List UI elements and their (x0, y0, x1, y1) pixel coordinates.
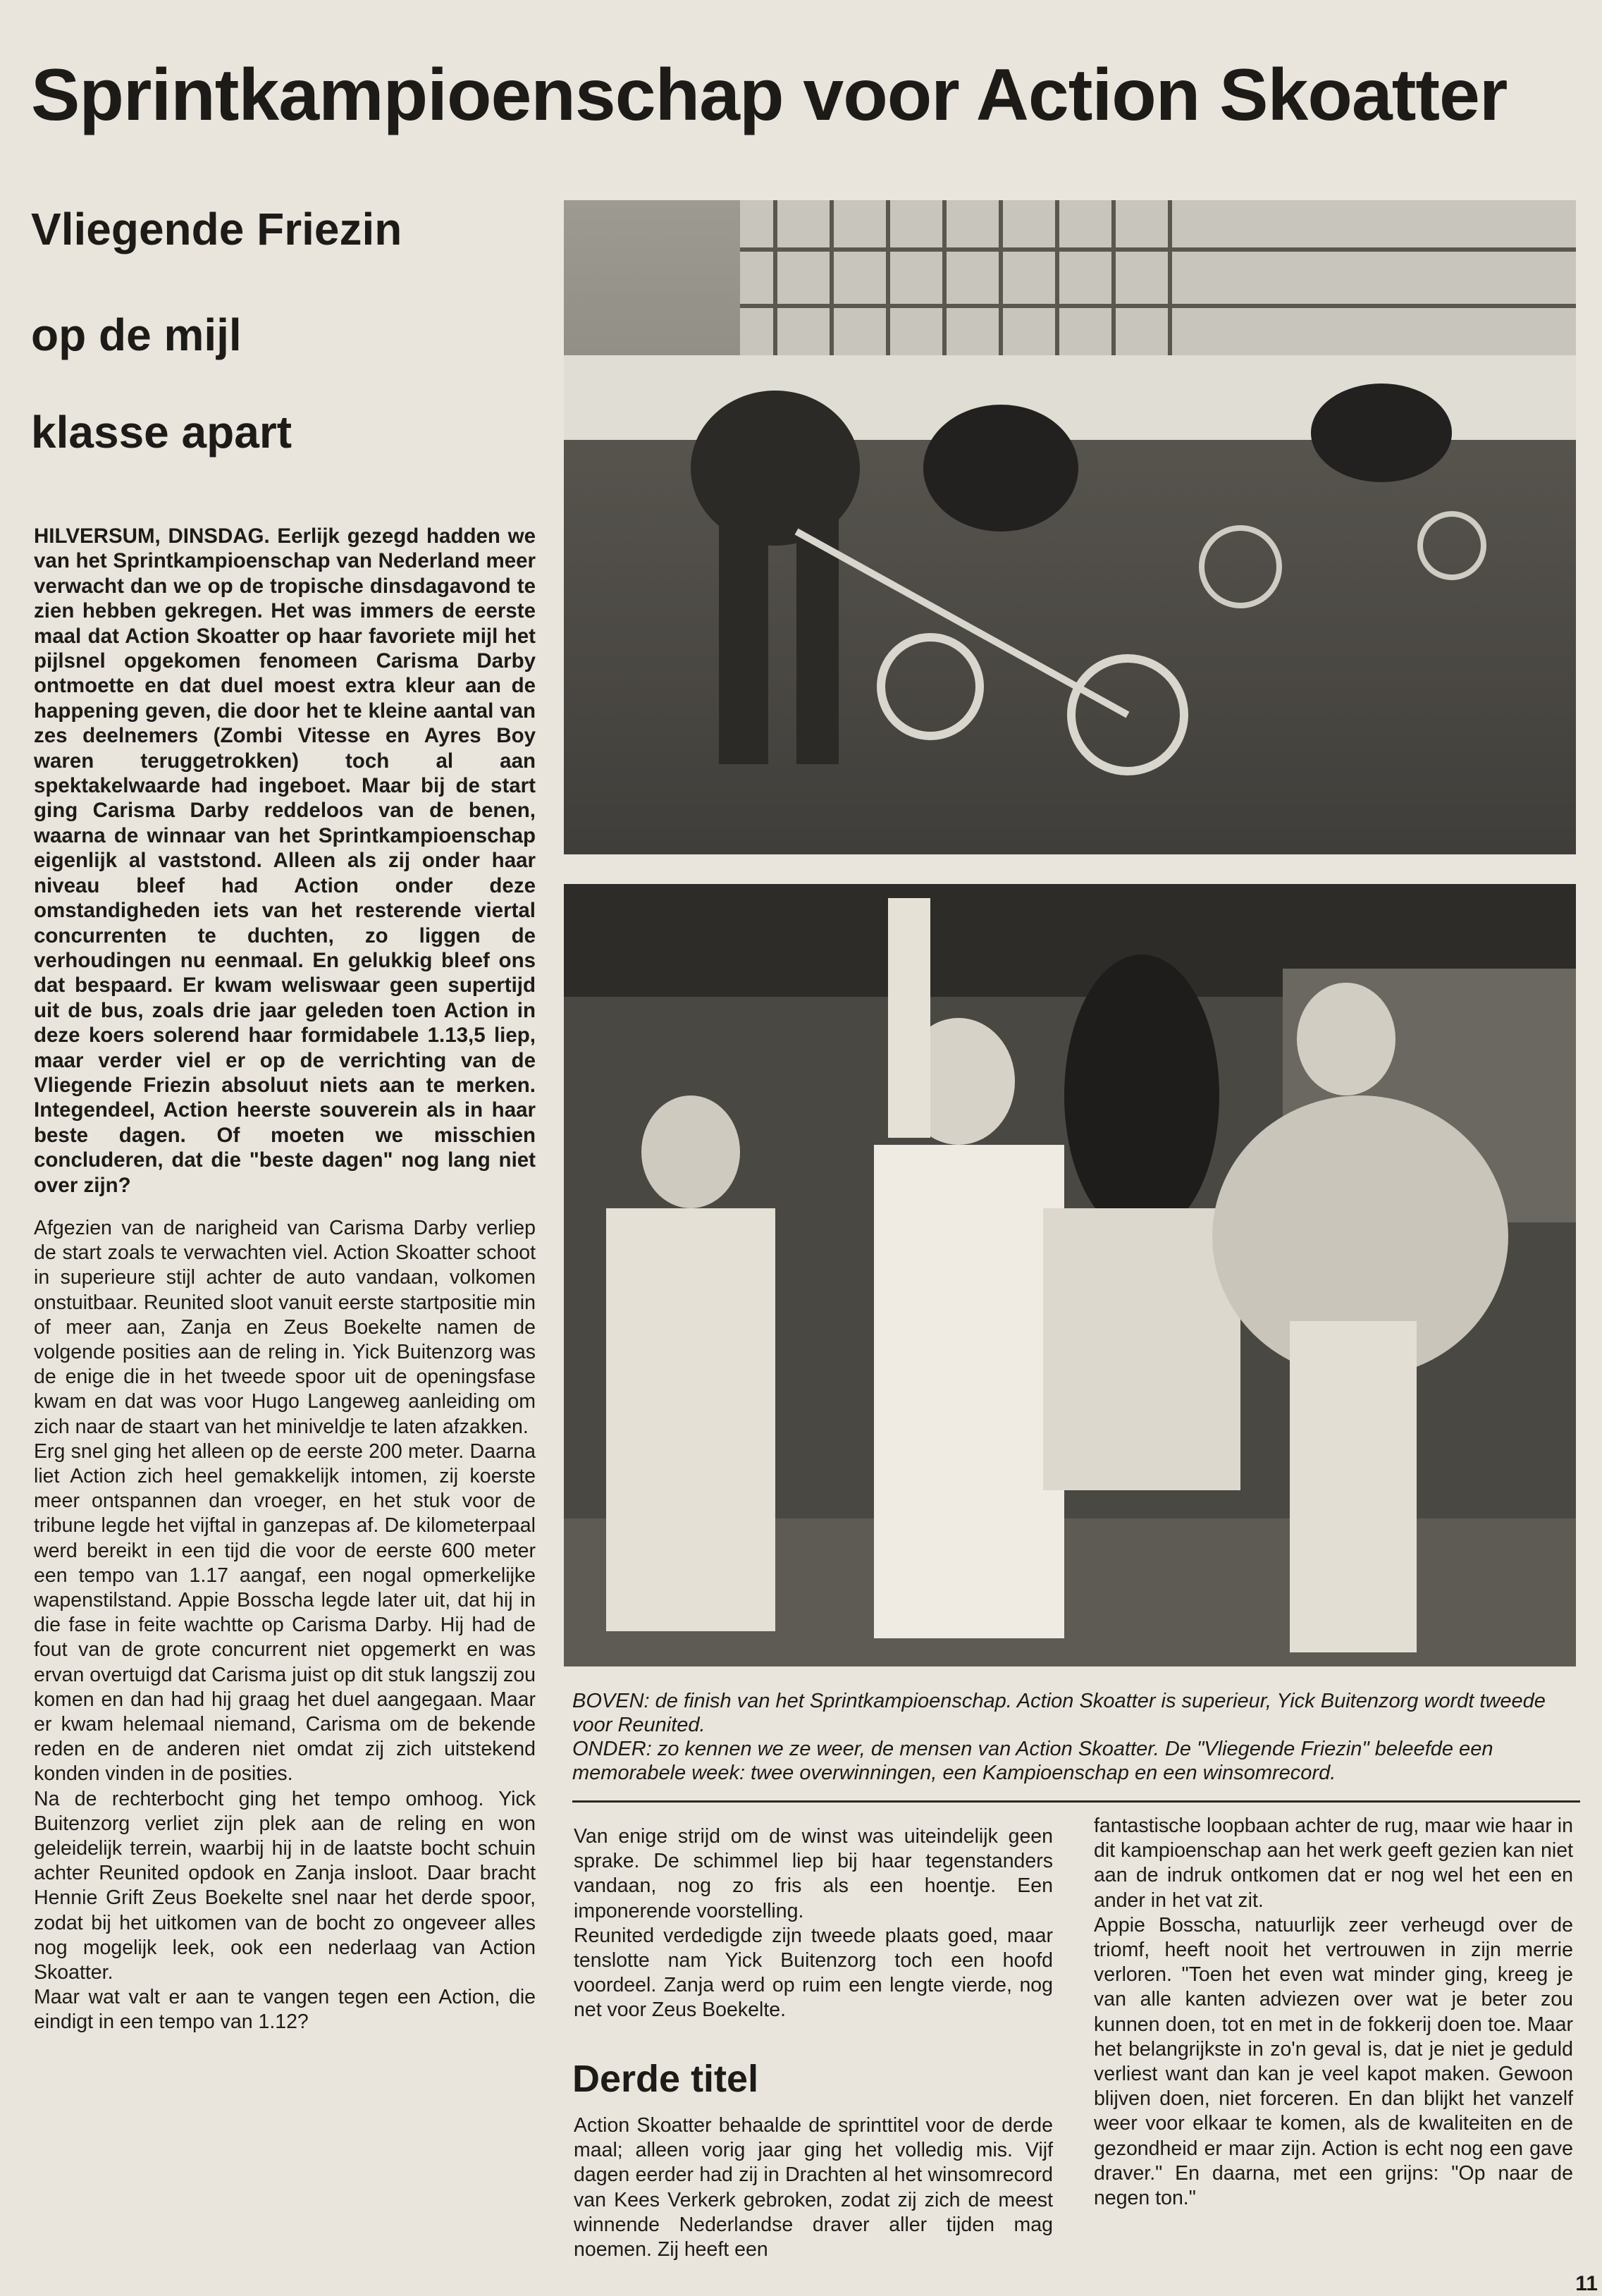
caption-top: BOVEN: de finish van het Sprintkampioenschap. Action Skoatter is superieur, Yick Buitenzorg wordt tweede voor Reunited. (572, 1690, 1546, 1736)
lead-paragraph: HILVERSUM, DINSDAG. Eerlijk gezegd hadden we van het Sprintkampioenschap van Nederland meer verwacht dan we op de tropische dinsdagavond te zien hebben gekregen. Het was immers de eerste maal dat Action Skoatter op haar favoriete mijl het pijlsnel opgekomen fenomeen Carisma Darby ontmoette en dat duel moest extra kleur aan de happening geven, die door het te kleine aantal van zes deelnemers (Zombi Vitesse en Ayres Boy waren teruggetrokken) toch al aan spektakelwaarde had ingeboet. Maar bij de start ging Carisma Darby reddeloos van de benen, waarna de winnaar van het Sprintkampioenschap eigenlijk al vaststond. Alleen als zij onder haar niveau bleef had Action onder deze omstandigheden iets van het resterende viertal concurrenten te duchten, zo liggen de verhoudingen nu eenmaal. En gelukkig bleef ons dat bespaard. Er kwam weliswaar geen supertijd uit de bus, zoals drie jaar geleden toen Action in deze koers solerend haar formidabele 1.13,5 liep, maar verder viel er op de verrichting van de Vliegende Friezin absoluut niets aan te merken. Integendeel, Action heerste souverein als in haar beste dagen. Of moeten we misschien concluderen, dat die "beste dagen" nog lang niet over zijn? (34, 524, 536, 1197)
body-paragraph: Appie Bosscha, natuurlijk zeer verheugd over de triomf, heeft nooit het vertrouwen in zijn merrie verloren. "Toen het even wat minder ging, kreeg je van alle kanten adviezen over wat je beter zou kunnen doen, tot en met in de fokkerij doen toe. Maar het belangrijkste in zo'n geval is, dat je niet je geduld verliest want dan kan je veel kapot maken. Gewoon blijven doen, niet forceren. En dan blijkt het vanzelf weer voor elkaar te komen, als de kwaliteiten en de gezondheid er maar zijn. Action is echt nog een gave draver." En daarna, met een grijns: "Op naar de negen ton." (1094, 1913, 1573, 2210)
body-paragraph: Van enige strijd om de winst was uiteindelijk geen sprake. De schimmel liep bij haar tegenstanders vandaan, nog zo fris als een hoentje. Een imponerende voorstelling. (574, 1825, 1053, 1922)
photo-caption (572, 1689, 1573, 1785)
middle-column (574, 1824, 1053, 2023)
headline: Sprintkampioenschap voor Action Skoatter (31, 54, 1508, 136)
bottom-photo (564, 884, 1576, 1666)
middle-column-continued (574, 2113, 1053, 2262)
body-paragraph: Reunited verdedigde zijn tweede plaats goed, maar tenslotte nam Yick Buitenzorg toch een hoofd voordeel. Zanja werd op ruim een lengte vierde, nog net voor Zeus Boekelte. (574, 1924, 1053, 2022)
top-photo (564, 200, 1576, 854)
body-paragraph: Afgezien van de narigheid van Carisma Darby verliep de start zoals te verwachten viel. Action Skoatter schoot in superieure stijl achter de auto vandaan, volkomen onstuitbaar. Reunited sloot vanuit eerste startpositie min of meer aan, Zanja en Zeus Boekelte namen de volgende posities aan de reling in. Yick Buitenzorg was de enige die in het tweede spoor uit de openingsfase kwam en dat was voor Hugo Langeweg aanleiding om zich naar de staart van het miniveldje te laten afzakken. (34, 1216, 536, 1438)
section-heading: Derde titel (572, 2058, 759, 2100)
subheadline-line-2: op de mijl (31, 309, 242, 360)
divider (572, 1800, 1580, 1803)
right-column (1094, 1814, 1573, 2211)
body-paragraph: Action Skoatter behaalde de sprinttitel voor de derde maal; alleen vorig jaar ging het volledig mis. Vijf dagen eerder had zij in Drachten al het winsomrecord van Kees Verkerk gebroken, zodat zij zich de meest winnende Nederlandse draver aller tijden mag noemen. Zij heeft een (574, 2114, 1053, 2261)
left-column (34, 524, 536, 2035)
page-number: 11 (1575, 2272, 1598, 2295)
body-paragraph: Erg snel ging het alleen op de eerste 200 meter. Daarna liet Action zich heel gemakkelijk intomen, zij koerste meer ontspannen dan vroeger, en het stuk voor de tribune legde het vijftal in ganzepas af. De kilometerpaal werd bereikt in een tijd die voor de eerste 600 meter een tempo van 1.17 aangaf, een nogal opmerkelijke wapenstilstand. Appie Bosscha legde later uit, dat hij in die fase in feite wachtte op Carisma Darby. Hij had de fout van de grote concurrent niet opgemerkt en was ervan overtuigd dat Carisma juist op dit stuk langszij zou komen en dan had hij graag het duel aangegaan. Maar er kwam helemaal niemand, Carisma om de bekende reden en de anderen niet omdat zij zich uitstekend konden vinden in de posities. (34, 1439, 536, 1786)
body-paragraph: fantastische loopbaan achter de rug, maar wie haar in dit kampioenschap aan het werk geeft gezien kan niet aan de indruk ontkomen dat er nog wel het een en ander in het vat zit. (1094, 1815, 1573, 1912)
caption-bottom: ONDER: zo kennen we ze weer, de mensen van Action Skoatter. De "Vliegende Friezin" beleefde een memorabele week: twee overwinningen, een Kampioenschap en een winsomrecord. (572, 1738, 1493, 1784)
subheadline-line-1: Vliegende Friezin (31, 204, 402, 254)
subheadline-line-3: klasse apart (31, 407, 292, 458)
body-paragraph: Na de rechterbocht ging het tempo omhoog. Yick Buitenzorg verliet zijn plek aan de reling en won geleidelijk terrein, waarbij hij in de laatste bocht schuin achter Reunited opdook en Zanja insloot. Daar bracht Hennie Grift Zeus Boekelte snel naar het derde spoor, zodat bij het uitkomen van de bocht zo ongeveer alles nog mogelijk leek, ook een nederlaag van Action Skoatter. (34, 1787, 536, 1984)
body-paragraph: Maar wat valt er aan te vangen tegen een Action, die eindigt in een tempo van 1.12? (34, 1986, 536, 2034)
